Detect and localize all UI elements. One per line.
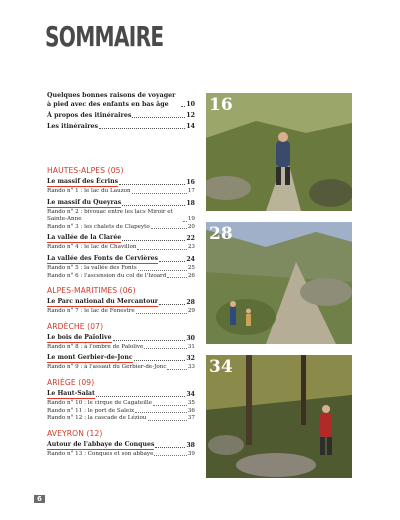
- leader-dots: [136, 313, 187, 314]
- page-number: 6: [34, 495, 45, 503]
- leader-dots: [154, 455, 186, 456]
- section-entry[interactable]: [47, 255, 195, 264]
- photo-page-label: 34: [209, 357, 233, 377]
- rando-entry[interactable]: [47, 451, 195, 459]
- section-title: Le bois de Païolive: [47, 333, 112, 341]
- leader-dots: [119, 184, 185, 185]
- intro-list: [47, 92, 195, 134]
- rando-label: Rando n° 2 : bivouac entre les lacs Miroir et Sainte-Anne: [47, 208, 173, 223]
- section-page: 34: [186, 390, 195, 398]
- section-page: 38: [186, 441, 195, 449]
- leader-dots: [135, 412, 187, 413]
- rando-label: Rando n° 5 : la vallée des Fonts: [47, 264, 137, 271]
- section-entry[interactable]: [47, 298, 195, 307]
- rando-entry[interactable]: [47, 273, 195, 281]
- rando-page: 33: [187, 364, 195, 371]
- section-entry[interactable]: [47, 390, 195, 399]
- section-entry[interactable]: [47, 334, 195, 343]
- rando-label: Rando n° 11 : le port de Saleix: [47, 407, 135, 414]
- rando-page: 23: [187, 244, 195, 251]
- rando-page: 36: [187, 407, 195, 414]
- rando-label: Rando n° 12 : la cascade de Léziou: [47, 415, 147, 422]
- section-entry[interactable]: [47, 178, 195, 187]
- rando-page: 26: [187, 272, 195, 279]
- rando-entry[interactable]: [47, 344, 195, 352]
- intro-item-label: Les itinéraires: [47, 122, 99, 130]
- leader-dots: [167, 369, 186, 370]
- leader-dots: [113, 340, 186, 341]
- page-title: SOMMAIRE: [45, 20, 164, 53]
- section-page: 32: [186, 355, 195, 363]
- leader-dots: [99, 128, 185, 129]
- photo-page-label: 16: [209, 95, 233, 115]
- section-entry[interactable]: [47, 354, 195, 363]
- section-title: La vallée de la Clarée: [47, 234, 122, 242]
- leader-dots: [134, 360, 186, 361]
- region-heading: ARDÈCHE (07): [47, 321, 104, 331]
- rando-page: 25: [187, 264, 195, 271]
- photo-hiker-forest: [206, 355, 352, 478]
- rando-page: 19: [187, 216, 195, 223]
- rando-entry[interactable]: [47, 244, 195, 252]
- intro-item-page: 12: [186, 111, 195, 119]
- intro-item[interactable]: [47, 92, 195, 109]
- leader-dots: [132, 117, 185, 118]
- section-title: Le massif du Queyras: [47, 198, 122, 206]
- rando-page: 37: [187, 415, 195, 422]
- rando-entry[interactable]: [47, 308, 195, 316]
- section-page: 24: [186, 255, 195, 263]
- intro-item[interactable]: [47, 112, 195, 121]
- region-heading: ARIÈGE (09): [47, 377, 95, 387]
- region-heading: ALPES-MARITIMES (06): [47, 286, 136, 296]
- rando-page: 20: [187, 223, 195, 230]
- section-page: 28: [186, 299, 195, 307]
- leader-dots: [122, 240, 185, 241]
- section-title: Autour de l'abbaye de Conques: [47, 440, 155, 448]
- intro-item-label: Quelques bonnes raisons de voyager à pied avec des enfants en bas âge: [47, 92, 176, 108]
- rando-label: Rando n° 3 : les chalets de Clapeyto: [47, 223, 150, 230]
- section-title: Le Parc national du Mercantour: [47, 298, 159, 306]
- intro-item-label: À propos des itinéraires: [47, 111, 132, 119]
- leader-dots: [151, 228, 187, 229]
- rando-entry[interactable]: [47, 415, 195, 423]
- photo-hiker-mountain: [206, 93, 352, 211]
- section-entry[interactable]: [47, 199, 195, 208]
- rando-page: 29: [187, 308, 195, 315]
- section-title: Le massif des Écrins: [47, 178, 119, 185]
- rando-page: 17: [187, 188, 195, 194]
- rando-label: Rando n° 10 : le cirque de Cagateille: [47, 399, 152, 406]
- leader-dots: [159, 261, 185, 262]
- section-page: 30: [186, 334, 195, 342]
- rando-entry[interactable]: [47, 209, 195, 224]
- rando-entry[interactable]: [47, 265, 195, 273]
- rando-label: Rando n° 9 : à l'assaut du Gerbier-de-Jonc: [47, 364, 167, 371]
- section-title: Le Haut-Salat: [47, 389, 95, 397]
- photo-family-valley: [206, 222, 352, 344]
- section-title: La vallée des Fonts de Cervières: [47, 254, 159, 262]
- section-page: 22: [186, 235, 195, 243]
- rando-entry[interactable]: [47, 188, 195, 196]
- rando-label: Rando n° 8 : à l'ombre de Païolive: [47, 343, 144, 350]
- rando-label: Rando n° 13 : Conques et son abbaye: [47, 450, 154, 457]
- leader-dots: [153, 405, 187, 406]
- table-of-contents: [47, 166, 195, 458]
- section-title: Le mont Gerbier-de-Jonc: [47, 354, 133, 362]
- rando-page: 39: [187, 450, 195, 457]
- section-entry[interactable]: [47, 441, 195, 450]
- region-heading: HAUTES-ALPES (05): [47, 166, 124, 175]
- rando-label: Rando n° 6 : l'ascension du col de l'Izoard: [47, 272, 167, 279]
- rando-label: Rando n° 1 : le lac du Lauzon: [47, 188, 131, 194]
- intro-item-page: 14: [186, 122, 195, 130]
- leader-dots: [155, 447, 185, 448]
- leader-dots: [159, 304, 185, 305]
- intro-item[interactable]: [47, 123, 195, 132]
- leader-dots: [138, 270, 187, 271]
- section-page: 16: [186, 179, 195, 186]
- leader-dots: [181, 106, 185, 107]
- region-heading: AVEYRON (12): [47, 428, 103, 438]
- leader-dots: [148, 420, 187, 421]
- rando-entry[interactable]: [47, 400, 195, 408]
- photo-page-label: 28: [209, 224, 233, 244]
- rando-label: Rando n° 7 : le lac de Fenestre: [47, 308, 135, 315]
- leader-dots: [137, 249, 186, 250]
- intro-item-page: 10: [186, 100, 195, 108]
- leader-dots: [96, 396, 185, 397]
- leader-dots: [144, 348, 187, 349]
- section-page: 18: [186, 199, 195, 207]
- leader-dots: [183, 221, 187, 222]
- leader-dots: [167, 277, 187, 278]
- leader-dots: [122, 205, 185, 206]
- rando-entry[interactable]: [47, 408, 195, 416]
- leader-dots: [132, 193, 187, 194]
- rando-label: Rando n° 4 : le lac de Chavillon: [47, 244, 137, 251]
- rando-page: 35: [187, 399, 195, 406]
- rando-page: 31: [187, 343, 195, 350]
- section-entry[interactable]: [47, 234, 195, 243]
- rando-entry[interactable]: [47, 224, 195, 232]
- rando-entry[interactable]: [47, 364, 195, 372]
